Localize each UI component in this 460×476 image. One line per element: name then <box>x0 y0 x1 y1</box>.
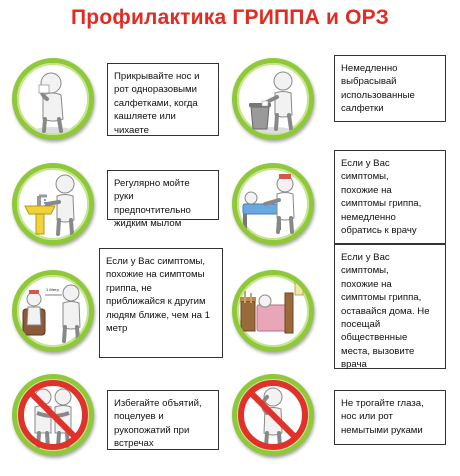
person-throwing-tissue-in-bin-icon <box>232 58 314 140</box>
distance-label: 1 Метр <box>46 287 59 292</box>
doctor-visit-icon <box>232 163 314 245</box>
tip-dont-touch-face-text: Не трогайте глаза, нос или рот немытыми руками <box>334 390 446 445</box>
person-sneezing-into-tissue-icon <box>12 58 94 140</box>
page-title: Профилактика ГРИППА и ОРЗ <box>71 6 389 29</box>
person-washing-hands-icon <box>12 163 94 245</box>
tip-wash-hands-text: Регулярно мойте руки предпочтительно жидким мылом <box>107 170 219 220</box>
tip-cover-nose-text: Прикрывайте нос и рот одноразовыми салфетками, когда кашляете или чихаете <box>107 63 219 136</box>
tip-avoid-contact-text: Избегайте объятий, поцелуев и рукопожатий при встречах <box>107 390 219 450</box>
tip-see-doctor-text: Если у Вас симптомы, похожие на симптомы гриппа, немедленно обратись к врачу <box>334 150 446 244</box>
no-touching-face-icon <box>232 374 314 456</box>
tip-stay-home-text: Если у Вас симптомы, похожие на симптомы гриппа, оставайся дома. Не посещай общественные места, вызовите врача <box>334 244 446 369</box>
person-in-bed-icon <box>232 270 314 352</box>
tip-keep-distance-text: Если у Вас симптомы, похожие на симптомы гриппа, не приближайся к другим людям ближе, чем на 1 метр <box>99 248 223 358</box>
keep-distance-icon <box>12 270 94 352</box>
tip-dispose-tissues-text: Немедленно выбрасывай использованные салфетки <box>334 55 446 122</box>
no-hugging-icon <box>12 374 94 456</box>
